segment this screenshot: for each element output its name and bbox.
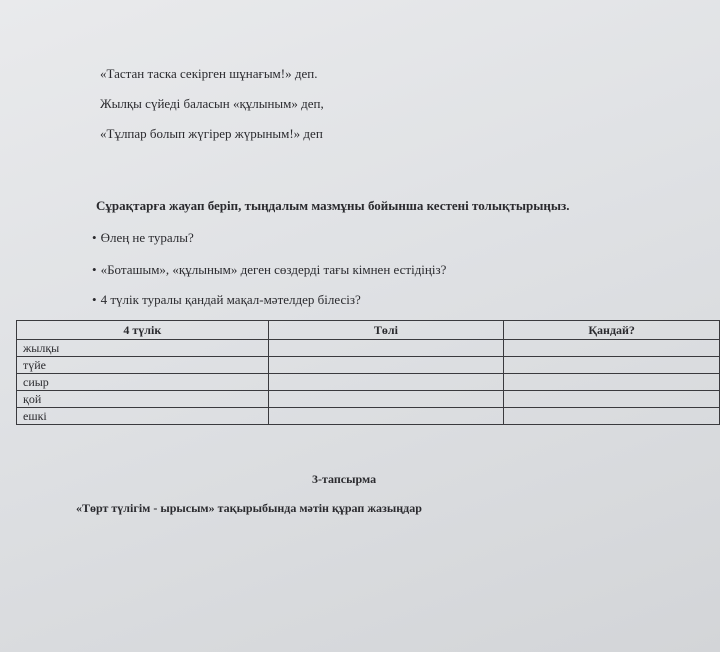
instruction-text: Сұрақтарға жауап беріп, тыңдалым мазмұны бойынша кестені толықтырыңыз. (96, 198, 570, 213)
table-row (17, 374, 720, 391)
header-what-kind: Қандай? (504, 321, 720, 340)
question-2 (92, 262, 446, 278)
question-3 (92, 292, 361, 308)
question-2-text: «Боташым», «құлыным» деген сөздерді тағы кімнен естідіңіз? (100, 262, 447, 277)
row-animal: сиыр (17, 374, 269, 391)
animals-table (16, 320, 720, 425)
row-young-cell[interactable] (268, 357, 504, 374)
question-1-text: Өлең не туралы? (100, 230, 194, 245)
row-what-kind-cell[interactable] (504, 340, 720, 357)
row-animal: жылқы (17, 340, 269, 357)
table-row (17, 408, 720, 425)
question-1 (92, 230, 194, 246)
task-title: 3-тапсырма (312, 472, 377, 486)
row-young-cell[interactable] (268, 408, 504, 425)
question-3-text: 4 түлік туралы қандай мақал-мәтелдер білесіз? (100, 292, 361, 307)
header-young: Төлі (268, 321, 504, 340)
poem-line-2: Жылқы сүйеді баласын «құлыным» деп, (100, 96, 324, 111)
row-what-kind-cell[interactable] (504, 408, 720, 425)
task-text: «Төрт түлігім - ырысым» тақырыбында мәтін құрап жазыңдар (76, 501, 422, 515)
row-young-cell[interactable] (268, 340, 504, 357)
row-what-kind-cell[interactable] (504, 391, 720, 408)
row-what-kind-cell[interactable] (504, 374, 720, 391)
row-animal: түйе (17, 357, 269, 374)
row-animal: ешкі (17, 408, 269, 425)
table-row (17, 357, 720, 374)
header-animal: 4 түлік (17, 321, 269, 340)
table-header-row (17, 321, 720, 340)
row-young-cell[interactable] (268, 374, 504, 391)
row-what-kind-cell[interactable] (504, 357, 720, 374)
poem-line-1: «Тастан таска секірген шұнағым!» деп. (100, 66, 318, 81)
table-row (17, 391, 720, 408)
row-young-cell[interactable] (268, 391, 504, 408)
poem-line-3: «Тұлпар болып жүгірер жүрыным!» деп (100, 126, 323, 141)
table-row (17, 340, 720, 357)
row-animal: қой (17, 391, 269, 408)
